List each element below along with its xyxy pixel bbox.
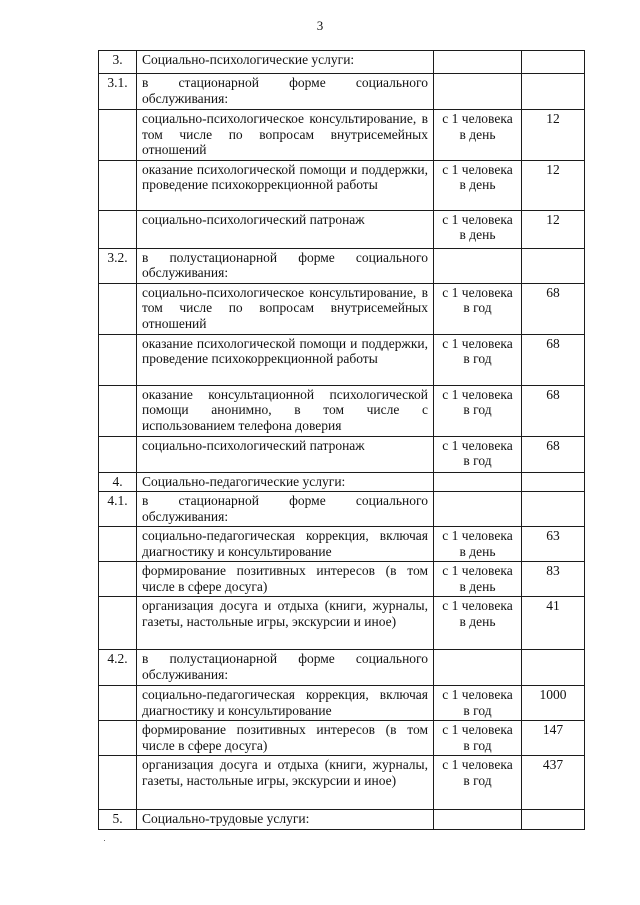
row-number — [99, 160, 137, 210]
service-name: Социально-педагогические услуги: — [137, 472, 434, 492]
unit-of-measure — [434, 248, 522, 283]
row-number: 5. — [99, 810, 137, 830]
scan-speck — [104, 840, 105, 841]
service-value: 437 — [522, 756, 585, 810]
unit-of-measure — [434, 74, 522, 110]
service-name: в полустационарной форме социального обслуживания: — [137, 650, 434, 686]
subsection-row — [99, 74, 585, 110]
service-name: в полустационарной форме социального обслуживания: — [137, 248, 434, 283]
service-value: 68 — [522, 385, 585, 436]
service-name: социально-педагогическая коррекция, включая диагностику и консультирование — [137, 686, 434, 721]
service-value — [522, 472, 585, 492]
service-row — [99, 110, 585, 161]
service-row — [99, 385, 585, 436]
unit-of-measure — [434, 810, 522, 830]
service-value: 12 — [522, 210, 585, 248]
service-row — [99, 756, 585, 810]
service-name: формирование позитивных интересов (в том числе в сфере досуга) — [137, 562, 434, 597]
row-number: 4.2. — [99, 650, 137, 686]
service-value — [522, 492, 585, 527]
row-number — [99, 283, 137, 334]
unit-of-measure: с 1 человека в день — [434, 597, 522, 650]
service-name: социально-педагогическая коррекция, включая диагностику и консультирование — [137, 527, 434, 562]
service-name: в стационарной форме социального обслуживания: — [137, 492, 434, 527]
row-number — [99, 597, 137, 650]
row-number — [99, 721, 137, 756]
unit-of-measure — [434, 650, 522, 686]
service-row — [99, 283, 585, 334]
service-name: оказание консультационной психологической помощи анонимно, в том числе с использованием телефона доверия — [137, 385, 434, 436]
service-name: формирование позитивных интересов (в том числе в сфере досуга) — [137, 721, 434, 756]
service-name: оказание психологической помощи и поддержки, проведение психокоррекционной работы — [137, 334, 434, 385]
page-number: 3 — [316, 18, 324, 33]
service-value: 68 — [522, 436, 585, 472]
service-value — [522, 248, 585, 283]
service-value: 147 — [522, 721, 585, 756]
subsection-row — [99, 492, 585, 527]
row-number: 4. — [99, 472, 137, 492]
service-value: 68 — [522, 334, 585, 385]
row-number — [99, 210, 137, 248]
service-row — [99, 721, 585, 756]
service-row — [99, 562, 585, 597]
row-number: 3.1. — [99, 74, 137, 110]
row-number: 4.1. — [99, 492, 137, 527]
row-number: 3. — [99, 51, 137, 74]
service-name: социально-психологическое консультирование, в том числе по вопросам внутрисемейных отношений — [137, 110, 434, 161]
unit-of-measure — [434, 472, 522, 492]
unit-of-measure: с 1 человека в день — [434, 160, 522, 210]
unit-of-measure — [434, 51, 522, 74]
service-row — [99, 686, 585, 721]
service-value — [522, 51, 585, 74]
service-row — [99, 527, 585, 562]
unit-of-measure: с 1 человека в год — [434, 756, 522, 810]
row-number — [99, 686, 137, 721]
unit-of-measure: с 1 человека в год — [434, 686, 522, 721]
service-value — [522, 650, 585, 686]
unit-of-measure: с 1 человека в год — [434, 436, 522, 472]
unit-of-measure: с 1 человека в день — [434, 562, 522, 597]
service-value: 68 — [522, 283, 585, 334]
service-name: Социально-трудовые услуги: — [137, 810, 434, 830]
row-number — [99, 756, 137, 810]
service-value: 1000 — [522, 686, 585, 721]
service-name: организация досуга и отдыха (книги, журналы, газеты, настольные игры, экскурсии и иное) — [137, 597, 434, 650]
unit-of-measure: с 1 человека в день — [434, 527, 522, 562]
service-value: 63 — [522, 527, 585, 562]
service-value: 12 — [522, 160, 585, 210]
row-number — [99, 562, 137, 597]
row-number: 3.2. — [99, 248, 137, 283]
unit-of-measure: с 1 человека в год — [434, 721, 522, 756]
service-name: социально-психологический патронаж — [137, 436, 434, 472]
service-row — [99, 597, 585, 650]
unit-of-measure: с 1 человека в год — [434, 283, 522, 334]
section-row — [99, 472, 585, 492]
service-value — [522, 74, 585, 110]
unit-of-measure: с 1 человека в год — [434, 334, 522, 385]
unit-of-measure — [434, 492, 522, 527]
row-number — [99, 436, 137, 472]
service-value: 12 — [522, 110, 585, 161]
service-name: Социально-психологические услуги: — [137, 51, 434, 74]
service-row — [99, 160, 585, 210]
unit-of-measure: с 1 человека в день — [434, 110, 522, 161]
unit-of-measure: с 1 человека в год — [434, 385, 522, 436]
service-row — [99, 210, 585, 248]
row-number — [99, 110, 137, 161]
unit-of-measure: с 1 человека в день — [434, 210, 522, 248]
services-table-body — [99, 51, 585, 830]
service-row — [99, 334, 585, 385]
service-name: социально-психологическое консультирование, в том числе по вопросам внутрисемейных отношений — [137, 283, 434, 334]
service-name: социально-психологический патронаж — [137, 210, 434, 248]
subsection-row — [99, 248, 585, 283]
service-name: в стационарной форме социального обслуживания: — [137, 74, 434, 110]
service-value — [522, 810, 585, 830]
row-number — [99, 385, 137, 436]
service-value: 83 — [522, 562, 585, 597]
service-value: 41 — [522, 597, 585, 650]
service-name: оказание психологической помощи и поддержки, проведение психокоррекционной работы — [137, 160, 434, 210]
services-table — [98, 50, 585, 830]
section-row — [99, 51, 585, 74]
section-row — [99, 810, 585, 830]
row-number — [99, 334, 137, 385]
subsection-row — [99, 650, 585, 686]
row-number — [99, 527, 137, 562]
service-name: организация досуга и отдыха (книги, журналы, газеты, настольные игры, экскурсии и иное) — [137, 756, 434, 810]
service-row — [99, 436, 585, 472]
